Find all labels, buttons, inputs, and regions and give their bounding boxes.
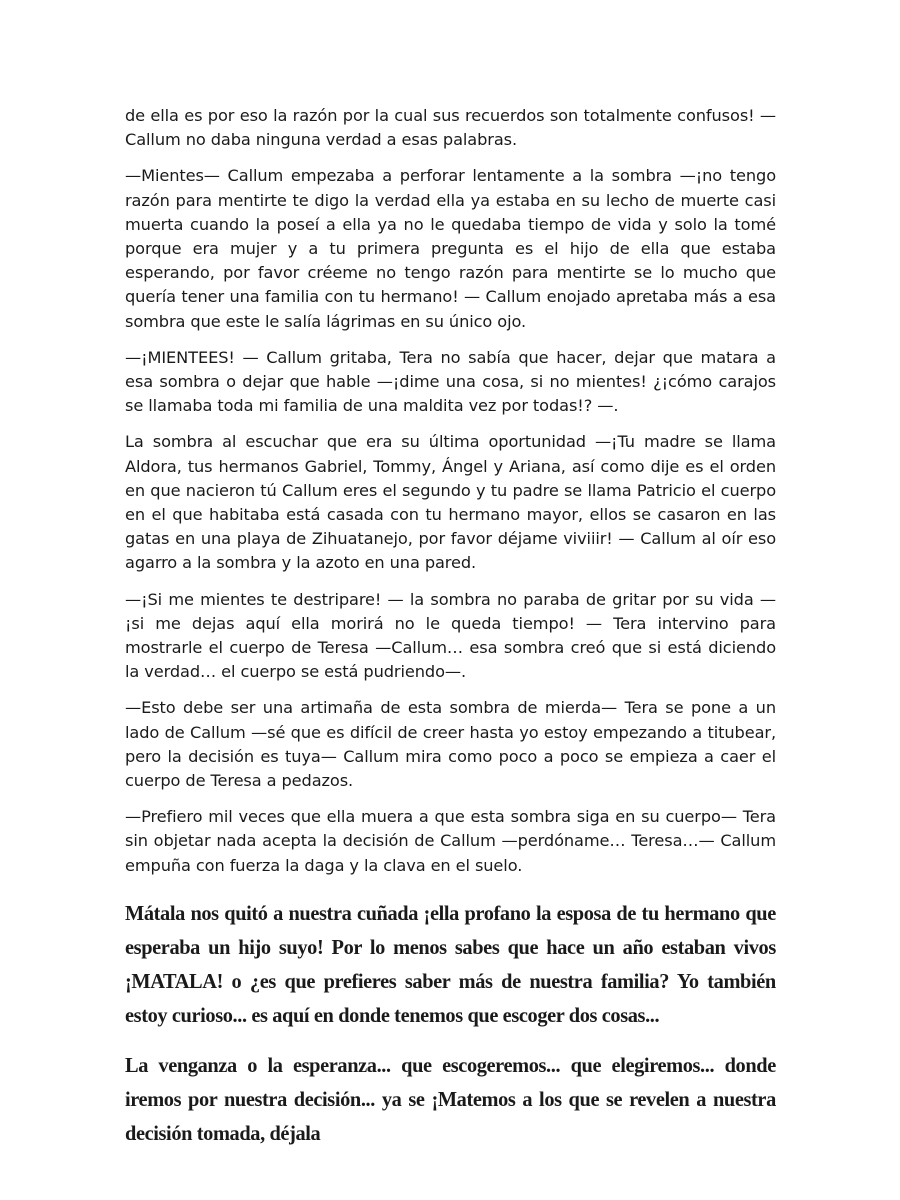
inner-voice-section [125, 896, 776, 1150]
inner-voice-paragraph-2: La venganza o la esperanza... que escogeremos... que elegiremos... donde iremos por nuestra decisión... ya se ¡Matemos a los que se revelen a nuestra decisión tomada, déjala [125, 1052, 776, 1145]
paragraph-3: —¡MIENTEES! — Callum gritaba, Tera no sabía que hacer, dejar que matara a esa sombra o dejar que hable —¡dime una cosa, si no mientes! ¿¡cómo carajos se llamaba toda mi familia de una maldita vez por todas!? —. [125, 347, 776, 416]
document-page [125, 104, 776, 1166]
paragraph-6: —Esto debe ser una artimaña de esta sombra de mierda— Tera se pone a un lado de Callum —sé que es difícil de creer hasta yo estoy empezando a titubear, pero la decisión es tuya— Callum mira como poco a poco se empieza a caer el cuerpo de Teresa a pedazos. [125, 698, 776, 791]
paragraph-4: La sombra al escuchar que era su última oportunidad —¡Tu madre se llama Aldora, tus hermanos Gabriel, Tommy, Ángel y Ariana, así como dije es el orden en que nacieron tú Callum eres el segundo y tu padre se llama Patricio el cuerpo en el que habitaba está casada con tu hermano mayor, ellos se casaron en las gatas en una playa de Zihuatanejo, por favor déjame viviiir! — Callum al oír eso agarro a la sombra y la azoto en una pared. [125, 432, 776, 573]
inner-voice-paragraph-1: Mátala nos quitó a nuestra cuñada ¡ella profano la esposa de tu hermano que esperaba un hijo suyo! Por lo menos sabes que hace un año estaban vivos ¡MATALA! o ¿es que prefieres saber más de nuestra familia? Yo también estoy curioso... es aquí en donde tenemos que escoger dos cosas... [125, 900, 776, 1027]
paragraph-2: —Mientes— Callum empezaba a perforar lentamente a la sombra —¡no tengo razón para mentirte te digo la verdad ella ya estaba en su lecho de muerte casi muerta cuando la poseí a ella ya no le quedaba tiempo de vida y solo la tomé porque era mujer y a tu primera pregunta es el hijo de ella que estaba esperando, por favor créeme no tengo razón para mentirte se lo mucho que quería tener una familia con tu hermano! — Callum enojado apretaba más a esa sombra que este le salía lágrimas en su único ojo. [125, 166, 776, 331]
paragraph-7: —Prefiero mil veces que ella muera a que esta sombra siga en su cuerpo— Tera sin objetar nada acepta la decisión de Callum —perdóname… Teresa…— Callum empuña con fuerza la daga y la clava en el suelo. [125, 807, 776, 875]
paragraph-5: —¡Si me mientes te destripare! — la sombra no paraba de gritar por su vida —¡si me dejas aquí ella morirá no le queda tiempo! — Tera intervino para mostrarle el cuerpo de Teresa —Callum… esa sombra creó que si está diciendo la verdad… el cuerpo se está pudriendo—. [125, 589, 776, 682]
paragraph-1: de ella es por eso la razón por la cual sus recuerdos son totalmente confusos! — Callum no daba ninguna verdad a esas palabras. [125, 106, 776, 150]
